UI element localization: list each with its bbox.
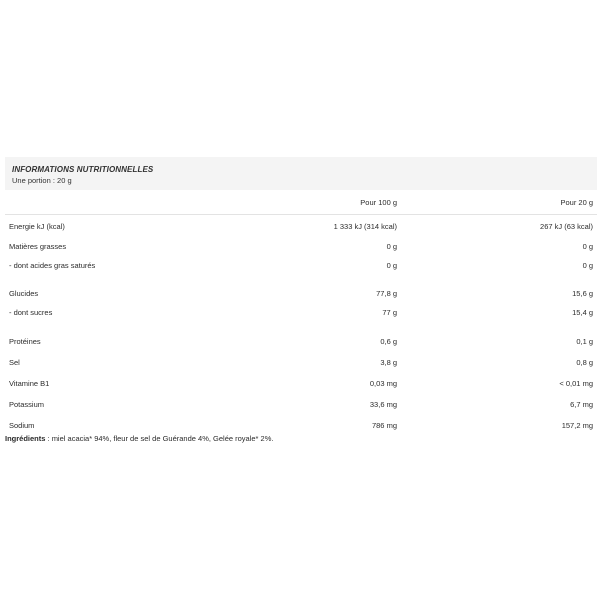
row-value-per-20g: 0 g xyxy=(582,242,593,251)
row-value-per-100g: 786 mg xyxy=(371,421,397,430)
table-row xyxy=(5,373,597,394)
row-value-per-20g: 0,8 g xyxy=(576,358,593,367)
ingredients-label: Ingrédients xyxy=(5,434,46,443)
table-row xyxy=(5,256,597,275)
row-value-per-20g: < 0,01 mg xyxy=(559,379,593,388)
nutrition-header xyxy=(5,157,597,190)
row-value-per-100g: 77 g xyxy=(382,308,397,317)
nutrition-title: INFORMATIONS NUTRITIONNELLES xyxy=(12,165,154,174)
row-value-per-100g: 0 g xyxy=(386,261,397,270)
row-value-per-100g: 1 333 kJ (314 kcal) xyxy=(333,221,397,231)
table-row xyxy=(5,215,597,238)
portion-size: Une portion : 20 g xyxy=(12,176,72,185)
row-value-per-100g: 0,03 mg xyxy=(369,379,397,388)
row-spacer xyxy=(5,322,597,331)
row-value-per-20g: 0 g xyxy=(582,261,593,270)
row-value-per-20g: 6,7 mg xyxy=(570,400,593,409)
table-header-row xyxy=(5,190,597,215)
row-value-per-20g: 157,2 mg xyxy=(561,421,593,430)
nutrition-table xyxy=(5,190,597,436)
ingredients-text: : miel acacia* 94%, fleur de sel de Guérande 4%, Gelée royale* 2%. xyxy=(45,434,274,443)
column-header-per-100g: Pour 100 g xyxy=(205,190,401,215)
row-value-per-100g: 3,8 g xyxy=(380,358,397,367)
table-row xyxy=(5,394,597,415)
table-row xyxy=(5,237,597,256)
table-row xyxy=(5,331,597,352)
row-label: - dont acides gras saturés xyxy=(9,261,96,270)
row-value-per-20g: 15,6 g xyxy=(572,289,593,298)
row-value-per-20g: 0,1 g xyxy=(576,337,593,346)
row-label: Energie kJ (kcal) xyxy=(9,221,65,231)
row-label: Sel xyxy=(9,358,20,367)
row-label: Matières grasses xyxy=(9,242,67,251)
nutrition-panel xyxy=(5,157,597,436)
column-header-label xyxy=(5,190,205,215)
row-label: - dont sucres xyxy=(9,308,53,317)
row-label: Glucides xyxy=(9,289,39,298)
row-label: Sodium xyxy=(9,421,35,430)
row-value-per-20g: 15,4 g xyxy=(572,308,593,317)
row-value-per-100g: 77,8 g xyxy=(376,289,397,298)
row-label: Vitamine B1 xyxy=(9,379,50,388)
column-header-per-20g: Pour 20 g xyxy=(401,190,597,215)
table-row xyxy=(5,284,597,303)
row-value-per-100g: 0 g xyxy=(386,242,397,251)
table-row xyxy=(5,352,597,373)
row-label: Protéines xyxy=(9,337,41,346)
table-row xyxy=(5,303,597,322)
row-label: Potassium xyxy=(9,400,45,409)
ingredients-line xyxy=(5,434,273,443)
row-value-per-100g: 0,6 g xyxy=(380,337,397,346)
row-value-per-100g: 33,6 mg xyxy=(369,400,397,409)
row-value-per-20g: 267 kJ (63 kcal) xyxy=(540,221,593,231)
row-spacer xyxy=(5,275,597,284)
table-row xyxy=(5,415,597,436)
